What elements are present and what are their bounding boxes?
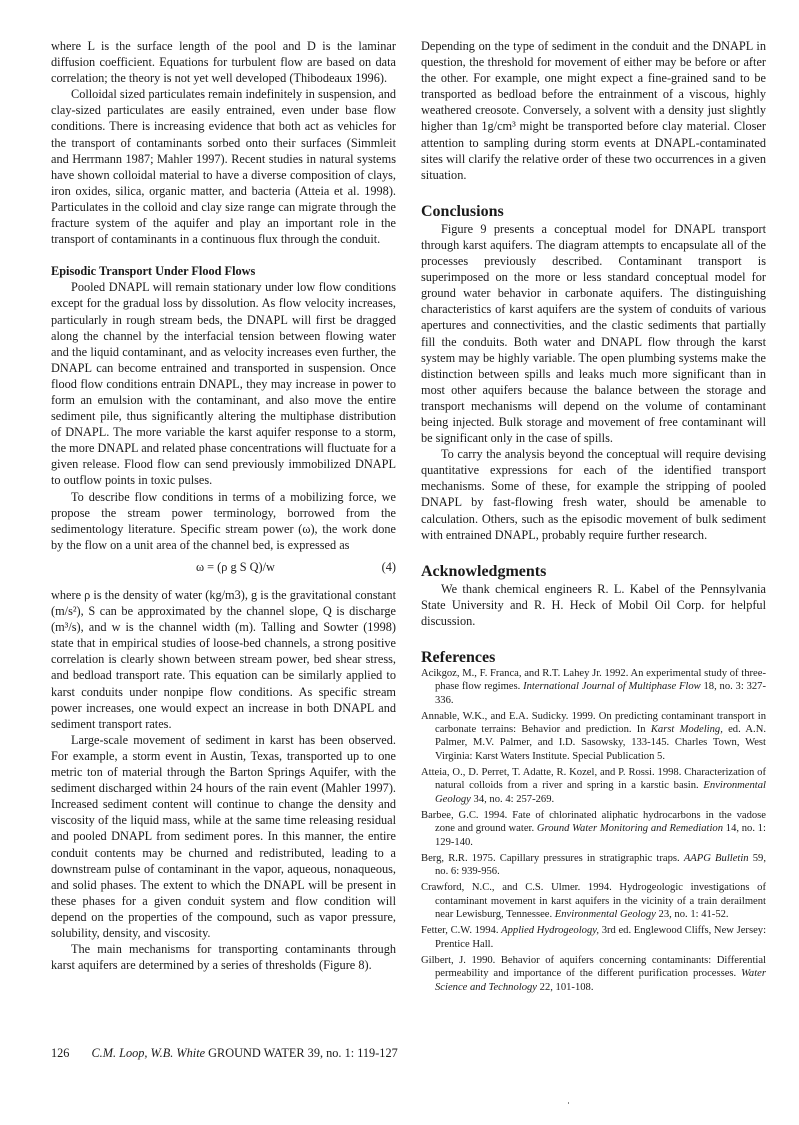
reference-source: AAPG Bulletin xyxy=(683,852,749,864)
section-heading-conclusions: Conclusions xyxy=(421,202,504,220)
paragraph: Pooled DNAPL will remain stationary under low flow conditions except for the gradual loss by dissolution. As flow velocity increases, particularly in rough stream beds, the DNAPL will first be dragged along the channel by the interfacial tension between flowing water and the liquid contaminant, and as velocity increases even further, the DNAPL can become entrained and transported in suspension. Once flood flow conditions entrain DNAPL, they may increase in power to form an emulsion with the contaminant, and also move the entire sediment pile, thus significantly altering the multiphase distribution of DNAPL. The more variable the karst aquifer response to a storm, the more DNAPL and related phase concentrations will fluctuate for a given release. Flood flow can send previously immobilized DNAPL to outflow points in toxic pulses. xyxy=(51,280,396,488)
paragraph: Figure 9 presents a conceptual model for DNAPL transport through karst aquifers. The diagram attempts to encapsulate all of the processes previously described. Contaminant transport is superimposed on the more or less standard conceptual model for ground water behavior in carbonate aquifers. The distinguishing characteristics of karst aquifers are the system of conduits of various apertures and connectivities, and the clastic sediments that partially fill the conduits. Both water and DNAPL flow through the karst system may be highly variable. The open plumbing systems make the distinction between spills and leaks much more significant than in most other aquifers because the balance between the storage and transport mechanisms will depend on the volume of contaminant being injected. Bulk storage and movement of free contaminant will be significant only in the case of spills. xyxy=(421,221,766,446)
paragraph: Colloidal sized particulates remain indefinitely in suspension, and clay-sized particulates are easily entrained, even under base flow conditions. There is increasing evidence that both act as vehicles for the transport of contaminants sorbed onto their surfaces (Simmleit and Herrmann 1987; Mahler 1997). Recent studies in natural systems have shown colloidal material to have a diverse composition of clays, iron oxides, silica, organic matter, and bacteria (Atteia et al. 1998). Particulates in the colloid and clay size range can migrate through the fracture system of the aquifer and play an important role in the transport of contaminants in a continuous flux through the conduit. xyxy=(51,87,396,247)
section-heading-episodic-transport: Episodic Transport Under Flood Flows xyxy=(51,264,256,279)
reference-details: 3rd ed. Englewood Cliffs, New Jersey: Prentice Hall. xyxy=(435,925,767,950)
reference-details: 18, no. 3: 327-336. xyxy=(435,681,766,706)
section-heading-references: References xyxy=(421,649,496,666)
reference-entry xyxy=(421,766,766,806)
reference-source: Karst Modeling, xyxy=(650,724,723,736)
footer-citation xyxy=(91,1046,397,1061)
reference-entry xyxy=(421,924,766,951)
reference-details: 14, no. 1: 129-140. xyxy=(435,823,766,848)
paragraph: To carry the analysis beyond the conceptual will require devising quantitative expressions for each of the identified transport mechanisms. Some of these, for example the stripping of pooled DNAPL by fast-flowing fresh water, should be amenable to calculation. Others, such as the episodic movement of bulk sediment with entrained DNAPL, probably require further research. xyxy=(421,447,766,542)
paragraph: We thank chemical engineers R. L. Kabel of the Pennsylvania State University and R. H. Heck of Mobil Oil Corp. for helpful discussion. xyxy=(421,581,766,628)
reference-details: 23, no. 1: 41-52. xyxy=(655,909,729,921)
reference-source: Applied Hydrogeology, xyxy=(501,925,600,937)
reference-text: Atteia, O., D. Perret, T. Adatte, R. Kozel, and P. Rossi. 1998. Characterization of natural colloids from a river and spring in a karstic basin. xyxy=(421,767,766,792)
reference-entry xyxy=(421,954,766,994)
paragraph: To describe flow conditions in terms of a mobilizing force, we propose the stream power terminology, borrowed from the sedimentology literature. Specific stream power (ω), the work done by the flow on a unit area of the channel bed, is expressed as xyxy=(51,489,396,552)
page-footer xyxy=(51,1046,398,1061)
reference-details: ed. A.N. Palmer, M.V. Palmer, and I.D. Sasowsky, 133-145. Charles Town, West Virginia: Karst Waters Institute. Special Publication 5. xyxy=(435,724,766,762)
paragraph: Depending on the type of sediment in the conduit and the DNAPL in question, the threshold for movement of either may be before or after the other. For example, one might expect a fine-grained sand to be transported as bedload before the entrainment of a viscous, highly weathered creosote. Conversely, a solvent with a density just slightly higher than 1g/cm³ might be transported before clay material. Closer attention to sampling during storm events at DNAPL-contaminated sites will clarify the relative order of these two occurrences in a given situation. xyxy=(421,39,766,182)
reference-entry xyxy=(421,809,766,849)
reference-text: Acikgoz, M., F. Franca, and R.T. Lahey Jr. 1992. An experimental study of three-phase flow regimes. xyxy=(421,668,766,693)
reference-source: International Journal of Multiphase Flow xyxy=(523,681,701,693)
reference-source: Ground Water Monitoring and Remediation xyxy=(536,823,724,835)
reference-details: 59, no. 6: 939-956. xyxy=(435,852,766,878)
equation-number: (4) xyxy=(381,559,396,574)
equation-4 xyxy=(51,559,396,575)
reference-text: Crawford, N.C., and C.S. Ulmer. 1994. Hydrogeologic investigations of contaminant movement in karst aquifers in the vicinity of a train derailment near Lewisburg, Tennessee. xyxy=(421,882,766,921)
left-column xyxy=(51,38,396,973)
paragraph: where L is the surface length of the pool and D is the laminar diffusion coefficient. Equations for turbulent flow are based on data correlation; the theory is not yet well developed (Thibodeaux 1996). xyxy=(51,39,396,86)
paragraph: Large-scale movement of sediment in karst has been observed. For example, a storm event in Austin, Texas, transported up to one metric ton of material through the Barton Springs Aquifer, with the sediment discharged within 24 hours of the rain event (Mahler 1997). Increased sediment content will continue to change the density and viscosity of the liquid mass, while at the same time releasing residual and pooled DNAPL from sediment pores. In this manner, the entire conduit contents may be churned and redistributed, leading to a downstream pulse of contaminant in the vapor, aqueous, nonaqueous, and solid phases. The extent to which the DNAPL will be present in these phases for a given conduit system and flow condition will depend on the properties of the compound, such as vapor pressure, solubility, density, and viscosity. xyxy=(51,732,396,940)
scan-speck xyxy=(568,1102,569,1104)
reference-details: 22, 101-108. xyxy=(537,981,594,993)
footer-authors: C.M. Loop, W.B. White xyxy=(91,1046,206,1060)
page-number: 126 xyxy=(51,1046,70,1060)
equation-text: ω = (ρ g S Q)/w xyxy=(196,559,275,574)
reference-source: Environmental Geology xyxy=(435,780,766,805)
paragraph: where ρ is the density of water (kg/m3), g is the gravitational constant (m/s²), S can be approximated by the channel slope, Q is discharge (m³/s), and w is the channel width (m). Talling and Sowter (1998) state that in empirical studies of loose-bed channels, a strong positive correlation is clearly shown between stream power, bed shear stress, and bedload transport rate. This equation can be similarly applied to karst conduits under nonpipe flow conditions. As specific stream power increases, one would expect an increase in both DNAPL and sediment transport rates. xyxy=(51,588,396,731)
reference-source: Environmental Geology xyxy=(554,909,656,921)
reference-text: Annable, W.K., and E.A. Sudicky. 1999. On predicting contaminant transport in carbonate terrains: Behavior and prediction. In xyxy=(421,710,766,736)
reference-text: Gilbert, J. 1990. Behavior of aquifers concerning contaminants: Differential permeability and importance of the different purification processes. xyxy=(421,954,766,980)
right-column xyxy=(421,38,766,997)
reference-details: 34, no. 4: 257-269. xyxy=(470,793,555,805)
reference-entry xyxy=(421,667,766,707)
reference-text: Fetter, C.W. 1994. xyxy=(421,925,502,937)
reference-entry xyxy=(421,881,766,921)
paragraph: The main mechanisms for transporting contaminants through karst aquifers are determined by a series of thresholds (Figure 8). xyxy=(51,942,396,973)
section-heading-acknowledgments: Acknowledgments xyxy=(421,562,547,580)
reference-text: Berg, R.R. 1975. Capillary pressures in stratigraphic traps. xyxy=(421,852,684,864)
reference-source: Water Science and Technology xyxy=(435,968,766,993)
reference-entry xyxy=(421,852,766,879)
reference-entry xyxy=(421,710,766,763)
reference-text: Barbee, G.C. 1994. Fate of chlorinated aliphatic hydrocarbons in the vadose zone and ground water. xyxy=(421,809,766,835)
reference-list xyxy=(421,667,766,994)
footer-journal: GROUND WATER 39, no. 1: 119-127 xyxy=(208,1046,398,1060)
